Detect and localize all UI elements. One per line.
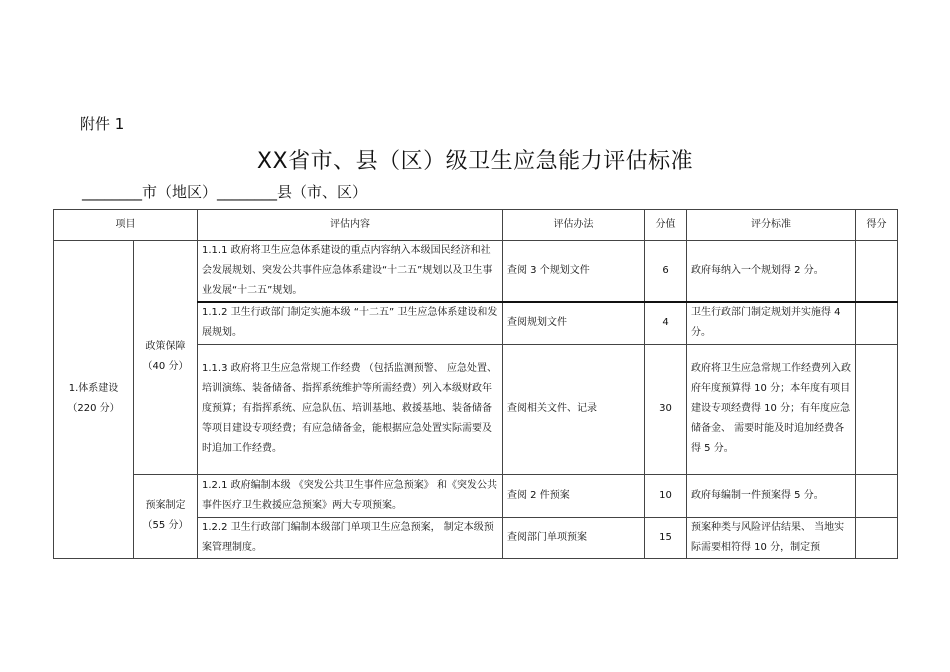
group-name: 预案制定	[145, 500, 186, 511]
category-score: （220 分）	[67, 403, 120, 415]
header-project: 项目	[54, 210, 198, 241]
table-header-row	[54, 210, 898, 241]
method-cell: 查阅部门单项预案	[503, 517, 645, 558]
group-cell-policy	[134, 241, 198, 475]
content-cell: 1.1.3 政府将卫生应急常规工作经费 （包括监测预警、 应急处置、培训演练、装备储备、指挥系统维护等所需经费）列入本级财政年度预算；有指挥系统、应急队伍、培训基地、救援基地、装备储备等项目建设专项经费；有应急储备金，能根据应急处置实际需要及时追加工作经费。	[198, 344, 503, 474]
score-cell	[856, 241, 898, 303]
header-points: 分值	[645, 210, 687, 241]
score-cell	[856, 344, 898, 474]
header-score: 得分	[856, 210, 898, 241]
content-cell: 1.1.1 政府将卫生应急体系建设的重点内容纳入本级国民经济和社会发展规划、突发公共事件应急体系建设“十二五”规划以及卫生事业发展“十二五”规划。	[198, 241, 503, 303]
points-cell: 10	[645, 474, 687, 517]
header-content: 评估内容	[198, 210, 503, 241]
method-cell: 查阅相关文件、记录	[503, 344, 645, 474]
points-cell: 6	[645, 241, 687, 303]
evaluation-table	[53, 209, 898, 559]
method-cell: 查阅 2 件预案	[503, 474, 645, 517]
criteria-cell: 预案种类与风险评估结果、 当地实际需要相符得 10 分，制定预	[687, 517, 856, 558]
document-subtitle: ________市（地区）________县（市、区）	[82, 183, 368, 201]
content-cell: 1.2.2 卫生行政部门编制本级部门单项卫生应急预案， 制定本级预案管理制度。	[198, 517, 503, 558]
table-row	[54, 474, 898, 517]
category-cell	[54, 241, 134, 559]
header-criteria: 评分标准	[687, 210, 856, 241]
group-name: 政策保障	[145, 341, 186, 353]
criteria-cell: 政府每编制一件预案得 5 分。	[687, 474, 856, 517]
group-score: （55 分）	[142, 520, 189, 531]
method-cell: 查阅 3 个规划文件	[503, 241, 645, 303]
criteria-cell: 政府将卫生应急常规工作经费列入政府年度预算得 10 分；本年度有项目建设专项经费得 10 分；有年度应急储备金、 需要时能及时追加经费各得 5 分。	[687, 344, 856, 474]
method-cell: 查阅规划文件	[503, 302, 645, 344]
document-title: XX省市、县（区）级卫生应急能力评估标准	[256, 149, 694, 174]
content-cell: 1.2.1 政府编制本级 《突发公共卫生事件应急预案》 和《突发公共事件医疗卫生救援应急预案》两大专项预案。	[198, 474, 503, 517]
criteria-cell: 卫生行政部门制定规划并实施得 4 分。	[687, 302, 856, 344]
header-method: 评估办法	[503, 210, 645, 241]
category-name: 1.体系建设	[68, 383, 119, 395]
score-cell	[856, 517, 898, 558]
annex-label: 附件 1	[80, 115, 125, 133]
points-cell: 4	[645, 302, 687, 344]
criteria-cell: 政府每纳入一个规划得 2 分。	[687, 241, 856, 303]
group-cell-plans	[134, 474, 198, 558]
score-cell	[856, 302, 898, 344]
table-row	[54, 241, 898, 303]
group-score: （40 分）	[142, 361, 189, 373]
points-cell: 15	[645, 517, 687, 558]
content-cell: 1.1.2 卫生行政部门制定实施本级 “十二五” 卫生应急体系建设和发展规划。	[198, 302, 503, 344]
score-cell	[856, 474, 898, 517]
points-cell: 30	[645, 344, 687, 474]
